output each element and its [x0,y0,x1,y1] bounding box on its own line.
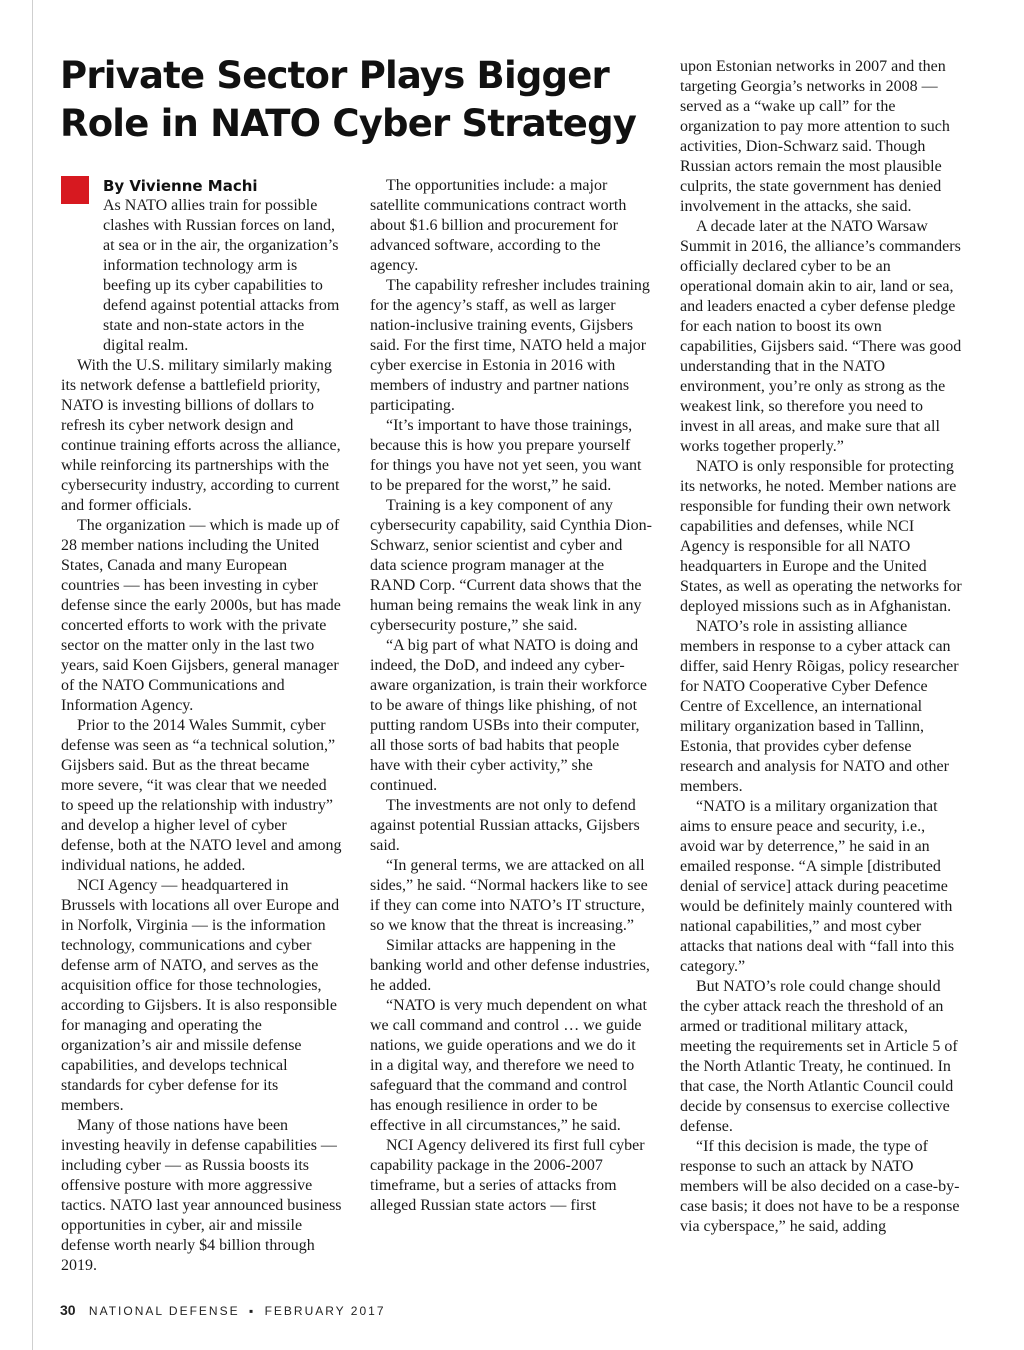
footer-separator-icon: ▪ [248,1304,256,1318]
paragraph: As NATO allies train for possible clashes with Russian forces on land, at sea or in the air, the organization’s information technology arm is beefing up its cyber capabilities to defend against potential attacks from state and non-state actors in the digital realm. [103,197,340,354]
paragraph: “A big part of what NATO is doing and indeed, the DoD, and indeed any cyber-aware organization, is train their workforce to be aware of things like phishing, of not putting random USBs into their computer, all those sorts of bad habits that people have with their cyber activity,” she continued. [370,637,647,794]
paragraph: “NATO is a military organization that aims to ensure peace and security, i.e., avoid war by deterrence,” he said in an emailed response. “A simple [distributed denial of service] attack during peacetime would be definitely mainly countered with national capabilities,” and most cyber attacks that nations deal with “fall into this category.” [680,798,955,975]
publication-name: NATIONAL DEFENSE [88,1304,240,1318]
paragraph: Many of those nations have been investing heavily in defense capabilities — including cyber — as Russia boosts its offensive posture with more aggressive tactics. NATO last year announced business opportunities in cyber, air and missile defense worth nearly $4 billion through 2019. [61,1117,342,1274]
page-footer [60,1302,386,1319]
paragraph: upon Estonian networks in 2007 and then targeting Georgia’s networks in 2008 — served as a “wake up call” for the organization to pay more attention to such activities, Dion-Schwarz said. Though Russian actors remain the most plausible culprits, the state government has denied involvement in the attacks, she said. [680,58,950,215]
paragraph: A decade later at the NATO Warsaw Summit in 2016, the alliance’s commanders officially declared cyber to be an operational domain akin to air, land or sea, and leaders enacted a cyber defense pledge for each nation to boost its own capabilities, Gijsbers said. “There was good understanding that in the NATO environment, you’re only as strong as the weakest link, so therefore you need to invest in all areas, and make sure that all works together properly.” [680,218,962,455]
byline-row [61,176,343,196]
paragraph: NCI Agency delivered its first full cyber capability package in the 2006-2007 timeframe, but a series of attacks from alleged Russian state actors — first [370,1137,645,1214]
paragraph: “If this decision is made, the type of response to such an attack by NATO members will be also decided on a case-by-case basis; it does not have to be a response via cyberspace,” he said, adding [680,1138,960,1235]
red-square-icon [61,176,89,204]
paragraph: But NATO’s role could change should the cyber attack reach the threshold of an armed or traditional military attack, meeting the requirements set in Article 5 of the North Atlantic Treaty, he continued. In that case, the North Atlantic Council could decide by consensus to exercise collective defense. [680,978,958,1135]
binding-rule [32,0,33,1350]
article-column-3 [680,57,962,1237]
paragraph: “It’s important to have those trainings, because this is how you prepare yourself for things you have not yet seen, you want to be prepared for the worst,” he said. [370,417,642,494]
paragraph: Similar attacks are happening in the banking world and other defense industries, he added. [370,937,650,994]
paragraph: The organization — which is made up of 28 member nations including the United States, Canada and many European countries — has been investing in cyber defense since the early 2000s, but has made concerted efforts to work with the private sector on the matter only in the last two years, said Koen Gijsbers, general manager of the NATO Communications and Information Agency. [61,517,341,714]
page-number: 30 [60,1302,76,1318]
paragraph: With the U.S. military similarly making its network defense a battlefield priority, NATO is investing billions of dollars to refresh its cyber network design and continue training efforts across the alliance, while reinforcing its partnerships with the cybersecurity industry, according to current and former officials. [61,357,341,514]
paragraph: The investments are not only to defend against potential Russian attacks, Gijsbers said. [370,797,640,854]
paragraph: “NATO is very much dependent on what we call command and control … we guide nations, we guide operations and we do it in a digital way, and therefore we need to safeguard that the command and control has enough resilience in order to be effective in all circumstances,” he said. [370,997,647,1134]
paragraph: The opportunities include: a major satellite communications contract worth about $1.6 billion and procurement for advanced software, according to the agency. [370,177,627,274]
paragraph: NATO is only responsible for protecting its networks, he noted. Member nations are responsible for funding their own network capabilities and defenses, while NCI Agency is responsible for all NATO headquarters in Europe and the United States, as well as operating the networks for deployed missions such as in Afghanistan. [680,458,962,615]
byline: By Vivienne Machi [103,177,258,195]
paragraph: “In general terms, we are attacked on all sides,” he said. “Normal hackers like to see if they can come into NATO’s IT structure, so we know that the threat is increasing.” [370,857,648,934]
paragraph: NCI Agency — headquartered in Brussels with locations all over Europe and in Norfolk, Virginia — is the information technology, communications and cyber defense arm of NATO, and serves as the acquisition office for those technologies, according to Gijsbers. It is also responsible for managing and operating the organization’s air and missile defense capabilities, and develops technical standards for cyber defense for its members. [61,877,340,1114]
paragraph: Prior to the 2014 Wales Summit, cyber defense was seen as “a technical solution,” Gijsbers said. But as the threat became more severe, “it was clear that we needed to speed up the relationship with industry” and develop a higher level of cyber defense, both at the NATO level and among individual nations, he added. [61,717,342,874]
paragraph: NATO’s role in assisting alliance members in response to a cyber attack can differ, said Henry Rõigas, policy researcher for NATO Cooperative Cyber Defence Centre of Excellence, an international military organization based in Tallinn, Estonia, that provides cyber defense research and analysis for NATO and other members. [680,618,959,795]
article-column-1 [61,176,343,1276]
paragraph: The capability refresher includes training for the agency’s staff, as well as larger nation-inclusive training events, Gijsbers said. For the first time, NATO held a major cyber exercise in Estonia in 2016 with members of industry and partner nations participating. [370,277,650,414]
issue-date: FEBRUARY 2017 [264,1304,386,1318]
article-column-2 [370,176,652,1216]
paragraph: Training is a key component of any cybersecurity capability, said Cynthia Dion-Schwarz, senior scientist and cyber and data science program manager at the RAND Corp. “Current data shows that the human being remains the weak link in any cybersecurity posture,” she said. [370,497,652,634]
headline: Private Sector Plays Bigger Role in NATO Cyber Strategy [60,54,637,145]
